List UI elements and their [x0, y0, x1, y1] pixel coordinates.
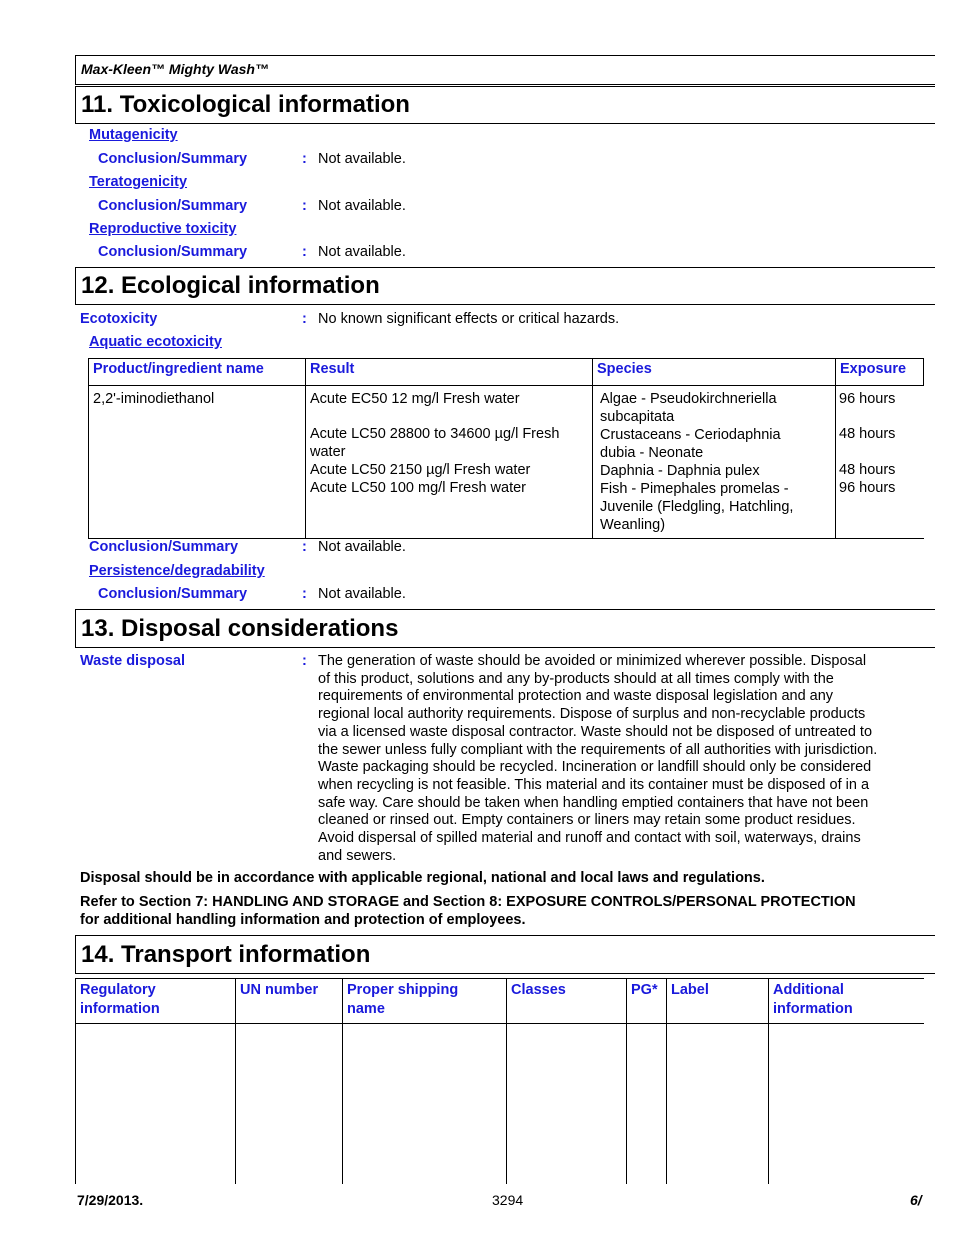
refer-note-line: Refer to Section 7: HANDLING AND STORAGE and Section 8: EXPOSURE CONTROLS/PERSONAL PROTECTION — [80, 894, 856, 910]
header-line: UN number — [240, 982, 319, 998]
header-line: information — [80, 1001, 160, 1017]
result-line: Acute EC50 12 mg/l Fresh water — [310, 391, 520, 407]
exposure-line: 48 hours — [839, 462, 896, 478]
mutagenicity-conclusion-label: Conclusion/Summary — [98, 151, 248, 167]
ecotoxicity-value: No known significant effects or critical hazards. — [318, 311, 620, 327]
teratogenicity-link[interactable]: Teratogenicity — [89, 174, 188, 190]
colon: : — [302, 244, 307, 260]
result-line: water — [310, 444, 346, 460]
table-cell — [236, 1024, 343, 1184]
table-header: Result — [306, 359, 593, 386]
species-line: Crustaceans - Ceriodaphnia — [600, 427, 781, 443]
colon: : — [302, 653, 307, 669]
table-header: Species — [593, 359, 836, 386]
table-header — [76, 979, 236, 1024]
species-line: Juvenile (Fledgling, Hatchling, — [600, 499, 794, 515]
table-header-row — [89, 359, 924, 386]
table-cell — [507, 1024, 627, 1184]
waste-disposal-text — [318, 653, 923, 865]
exposure-line: 96 hours — [839, 480, 896, 496]
table-cell — [769, 1024, 925, 1184]
section-12-title: 12. Ecological information — [75, 267, 935, 305]
colon: : — [302, 586, 307, 602]
species-line: Daphnia - Daphnia pulex — [600, 463, 760, 479]
table-cell — [76, 1024, 236, 1184]
table-header-row — [76, 979, 925, 1024]
species-line: Algae - Pseudokirchneriella — [600, 391, 777, 407]
ingredient-cell — [89, 386, 306, 539]
waste-line: cleaned or rinsed out. Empty containers or liners may retain some product residues. — [318, 812, 856, 829]
footer-date: 7/29/2013. — [77, 1192, 144, 1208]
waste-line: safe way. Care should be taken when handling emptied containers that have not been — [318, 794, 869, 811]
footer-code: 3294 — [492, 1192, 524, 1208]
header-line: Additional — [773, 982, 844, 998]
waste-line: of this product, solutions and any by-products should at all times comply with the — [318, 670, 834, 687]
table-header — [507, 979, 627, 1024]
waste-line: Avoid dispersal of spilled material and runoff and contact with soil, waterways, drains — [318, 830, 861, 847]
result-line — [310, 408, 588, 425]
teratogenicity-conclusion-value: Not available. — [318, 198, 406, 214]
table-row — [76, 1024, 925, 1184]
table-header — [343, 979, 507, 1024]
waste-line: requirements of environmental protection and waste disposal legislation and any — [318, 688, 834, 705]
waste-line: when recycling is not feasible. This material and its container must be disposed of in a — [318, 776, 870, 793]
header-line: Regulatory — [80, 982, 156, 998]
eco-conclusion-value: Not available. — [318, 539, 406, 555]
aquatic-ecotoxicity-table — [88, 358, 924, 539]
colon: : — [302, 539, 307, 555]
section-11-title: 11. Toxicological information — [75, 86, 935, 124]
result-line: Acute LC50 2150 µg/l Fresh water — [310, 462, 531, 478]
teratogenicity-conclusion-label: Conclusion/Summary — [98, 198, 248, 214]
waste-line: regional local authority requirements. Dispose of surplus and non-recyclable products — [318, 706, 866, 723]
result-line: Acute LC50 100 mg/l Fresh water — [310, 480, 526, 496]
ingredient-name: 2,2'-iminodiethanol — [93, 391, 215, 407]
exposure-line: 48 hours — [839, 426, 896, 442]
waste-line: and sewers. — [318, 847, 397, 864]
header-line: Classes — [511, 982, 566, 998]
colon: : — [302, 151, 307, 167]
table-header — [667, 979, 769, 1024]
eco-conclusion-label: Conclusion/Summary — [89, 539, 239, 555]
mutagenicity-link[interactable]: Mutagenicity — [89, 127, 178, 143]
waste-line: via a licensed waste disposal contractor. Waste should not be disposed of untreated to — [318, 723, 873, 740]
refer-note-line: for additional handling information and protection of employees. — [80, 912, 526, 928]
product-name: Max-Kleen™ Mighty Wash™ — [81, 61, 269, 77]
table-header: Exposure — [836, 359, 924, 386]
disposal-note: Disposal should be in accordance with applicable regional, national and local laws and regulations. — [80, 870, 765, 886]
species-line: subcapitata — [600, 409, 675, 425]
reproductive-conclusion-value: Not available. — [318, 244, 406, 260]
header-line: PG* — [631, 982, 658, 998]
table-header: Product/ingredient name — [89, 359, 306, 386]
table-header — [627, 979, 667, 1024]
persistence-link[interactable]: Persistence/degradability — [89, 563, 265, 579]
waste-line: The generation of waste should be avoided or minimized wherever possible. Disposal — [318, 653, 867, 669]
header-line: Proper shipping — [347, 982, 459, 998]
exposure-line — [839, 408, 921, 425]
table-cell — [627, 1024, 667, 1184]
table-cell — [343, 1024, 507, 1184]
header-line: information — [773, 1001, 853, 1017]
waste-disposal-label: Waste disposal — [80, 653, 186, 669]
header-line: name — [347, 1001, 385, 1017]
table-row — [89, 386, 924, 539]
species-line: dubia - Neonate — [600, 445, 704, 461]
section-13-title: 13. Disposal considerations — [75, 609, 935, 648]
colon: : — [302, 311, 307, 327]
table-header — [236, 979, 343, 1024]
persistence-conclusion-value: Not available. — [318, 586, 406, 602]
table-header — [769, 979, 925, 1024]
species-line: Fish - Pimephales promelas - — [600, 481, 789, 497]
aquatic-ecotoxicity-link[interactable]: Aquatic ecotoxicity — [89, 334, 222, 350]
waste-line: the sewer unless fully compliant with the requirements of all authorities with jurisdiction. — [318, 741, 878, 758]
exposure-line: 96 hours — [839, 391, 896, 407]
mutagenicity-conclusion-value: Not available. — [318, 151, 406, 167]
result-line: Acute LC50 28800 to 34600 µg/l Fresh — [310, 426, 560, 442]
section-14-title: 14. Transport information — [75, 935, 935, 974]
reproductive-toxicity-link[interactable]: Reproductive toxicity — [89, 221, 237, 237]
refer-note — [80, 893, 856, 929]
header-line: Label — [671, 982, 709, 998]
exposure-line — [839, 443, 921, 461]
exposure-cell — [836, 386, 924, 539]
transport-table — [75, 978, 924, 1184]
persistence-conclusion-label: Conclusion/Summary — [98, 586, 248, 602]
table-cell — [667, 1024, 769, 1184]
species-line: Weanling) — [600, 517, 666, 533]
colon: : — [302, 198, 307, 214]
page-number: 6/ — [910, 1192, 922, 1208]
waste-line: Waste packaging should be recycled. Incineration or landfill should only be considered — [318, 759, 872, 776]
ecotoxicity-label: Ecotoxicity — [80, 311, 158, 327]
result-cell — [306, 386, 593, 539]
document-header — [75, 55, 935, 85]
reproductive-conclusion-label: Conclusion/Summary — [98, 244, 248, 260]
species-cell — [593, 386, 836, 539]
